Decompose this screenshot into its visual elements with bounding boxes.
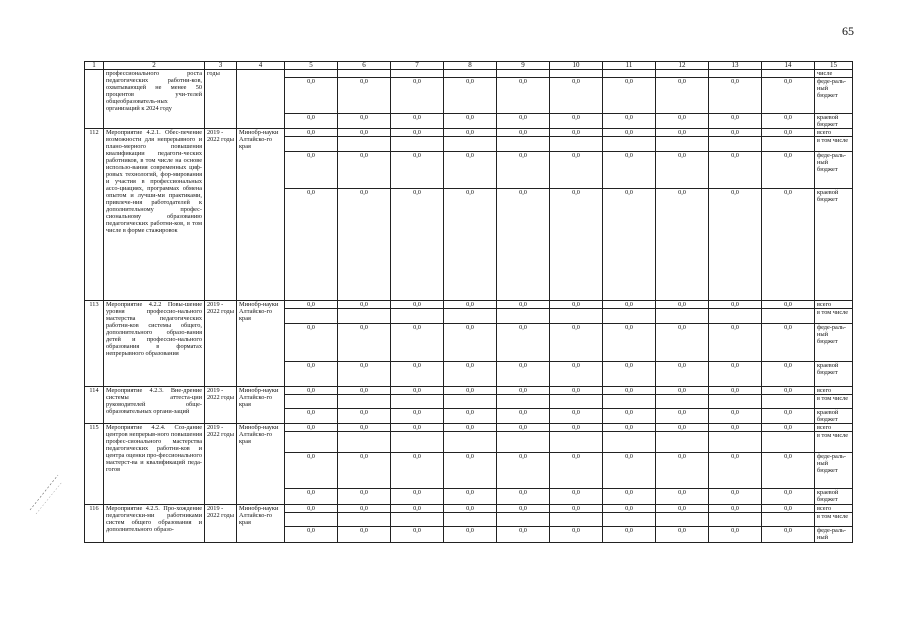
amount-cell: 0,0 xyxy=(285,387,338,395)
amount-cell xyxy=(338,309,391,324)
amount-cell xyxy=(444,432,497,453)
amount-cell: 0,0 xyxy=(550,527,603,543)
amount-cell: 0,0 xyxy=(497,527,550,543)
amount-cell: 0,0 xyxy=(497,189,550,301)
funding-source-label: в том числе xyxy=(815,513,853,527)
amount-cell: 0,0 xyxy=(709,505,762,513)
amount-cell: 0,0 xyxy=(656,301,709,309)
period: 2019 - 2022 годы xyxy=(205,505,237,543)
amount-cell xyxy=(391,70,444,78)
amount-cell xyxy=(497,70,550,78)
amount-cell: 0,0 xyxy=(285,362,338,387)
amount-cell xyxy=(497,513,550,527)
row-number: 112 xyxy=(85,129,104,301)
amount-cell xyxy=(285,395,338,409)
amount-cell: 0,0 xyxy=(656,505,709,513)
amount-cell: 0,0 xyxy=(285,409,338,424)
amount-cell xyxy=(285,137,338,152)
amount-cell xyxy=(762,137,815,152)
executor: Минобр-науки Алтайско-го края xyxy=(237,424,285,505)
amount-cell: 0,0 xyxy=(656,324,709,362)
amount-cell: 0,0 xyxy=(497,505,550,513)
amount-cell: 0,0 xyxy=(550,489,603,505)
funding-source-label: в том числе xyxy=(815,137,853,152)
column-header-12: 12 xyxy=(656,62,709,70)
funding-source-label: краевой бюджет xyxy=(815,409,853,424)
amount-cell xyxy=(391,432,444,453)
amount-cell xyxy=(603,395,656,409)
amount-cell: 0,0 xyxy=(709,129,762,137)
funding-source-label: феде-раль-ный бюджет xyxy=(815,78,853,114)
amount-cell: 0,0 xyxy=(497,409,550,424)
amount-cell: 0,0 xyxy=(603,527,656,543)
budget-table xyxy=(84,61,853,543)
amount-cell: 0,0 xyxy=(444,189,497,301)
amount-cell: 0,0 xyxy=(444,453,497,489)
amount-cell: 0,0 xyxy=(709,78,762,114)
amount-cell: 0,0 xyxy=(656,489,709,505)
amount-cell xyxy=(444,70,497,78)
amount-cell: 0,0 xyxy=(285,114,338,129)
amount-cell: 0,0 xyxy=(709,152,762,189)
amount-cell: 0,0 xyxy=(762,505,815,513)
amount-cell: 0,0 xyxy=(338,152,391,189)
amount-cell xyxy=(391,513,444,527)
amount-cell: 0,0 xyxy=(391,527,444,543)
amount-cell xyxy=(550,137,603,152)
amount-cell xyxy=(550,395,603,409)
amount-cell: 0,0 xyxy=(656,189,709,301)
amount-cell: 0,0 xyxy=(603,114,656,129)
amount-cell: 0,0 xyxy=(444,362,497,387)
amount-cell xyxy=(656,513,709,527)
row-number xyxy=(85,70,104,129)
amount-cell: 0,0 xyxy=(603,387,656,395)
amount-cell: 0,0 xyxy=(497,114,550,129)
amount-cell: 0,0 xyxy=(603,362,656,387)
amount-cell: 0,0 xyxy=(709,189,762,301)
amount-cell: 0,0 xyxy=(603,301,656,309)
amount-cell xyxy=(338,432,391,453)
funding-source-label: всего xyxy=(815,505,853,513)
funding-source-label: феде-раль-ный бюджет xyxy=(815,324,853,362)
amount-cell: 0,0 xyxy=(656,527,709,543)
amount-cell xyxy=(762,513,815,527)
amount-cell: 0,0 xyxy=(709,114,762,129)
amount-cell: 0,0 xyxy=(709,301,762,309)
amount-cell: 0,0 xyxy=(338,505,391,513)
amount-cell: 0,0 xyxy=(285,324,338,362)
amount-cell: 0,0 xyxy=(497,301,550,309)
amount-cell xyxy=(603,513,656,527)
amount-cell xyxy=(762,395,815,409)
amount-cell: 0,0 xyxy=(550,362,603,387)
amount-cell: 0,0 xyxy=(762,362,815,387)
amount-cell: 0,0 xyxy=(444,324,497,362)
amount-cell xyxy=(391,309,444,324)
amount-cell: 0,0 xyxy=(444,409,497,424)
funding-source-label: краевой бюджет xyxy=(815,362,853,387)
amount-cell: 0,0 xyxy=(338,129,391,137)
amount-cell: 0,0 xyxy=(285,189,338,301)
amount-cell xyxy=(550,70,603,78)
column-header-10: 10 xyxy=(550,62,603,70)
funding-source-label: всего xyxy=(815,424,853,432)
amount-cell: 0,0 xyxy=(709,453,762,489)
amount-cell: 0,0 xyxy=(391,301,444,309)
row-number: 116 xyxy=(85,505,104,543)
column-header-8: 8 xyxy=(444,62,497,70)
executor xyxy=(237,70,285,129)
budget-table-wrapper xyxy=(84,61,853,543)
funding-source-label: феде-раль-ный бюджет xyxy=(815,152,853,189)
amount-cell xyxy=(285,70,338,78)
amount-cell: 0,0 xyxy=(709,324,762,362)
amount-cell xyxy=(762,309,815,324)
amount-cell: 0,0 xyxy=(338,527,391,543)
funding-source-label: феде-раль-ный xyxy=(815,527,853,543)
executor: Минобр-науки Алтайско-го края xyxy=(237,505,285,543)
amount-cell: 0,0 xyxy=(391,409,444,424)
amount-cell: 0,0 xyxy=(762,527,815,543)
amount-cell: 0,0 xyxy=(709,527,762,543)
amount-cell: 0,0 xyxy=(391,489,444,505)
amount-cell: 0,0 xyxy=(550,453,603,489)
amount-cell: 0,0 xyxy=(285,453,338,489)
page-number: 65 xyxy=(842,24,854,38)
funding-source-label: в том числе xyxy=(815,395,853,409)
column-header-6: 6 xyxy=(338,62,391,70)
amount-cell: 0,0 xyxy=(497,453,550,489)
row-number: 113 xyxy=(85,301,104,387)
amount-cell: 0,0 xyxy=(391,114,444,129)
amount-cell xyxy=(391,395,444,409)
funding-source-label: всего xyxy=(815,301,853,309)
amount-cell: 0,0 xyxy=(497,362,550,387)
funding-source-label: краевой бюджет xyxy=(815,189,853,301)
amount-cell: 0,0 xyxy=(550,78,603,114)
amount-cell: 0,0 xyxy=(338,453,391,489)
column-header-5: 5 xyxy=(285,62,338,70)
amount-cell: 0,0 xyxy=(391,505,444,513)
amount-cell xyxy=(497,432,550,453)
column-header-13: 13 xyxy=(709,62,762,70)
amount-cell: 0,0 xyxy=(762,387,815,395)
amount-cell: 0,0 xyxy=(285,489,338,505)
column-header-1: 1 xyxy=(85,62,104,70)
amount-cell: 0,0 xyxy=(762,129,815,137)
amount-cell: 0,0 xyxy=(550,301,603,309)
amount-cell: 0,0 xyxy=(762,489,815,505)
funding-source-label: феде-раль-ный бюджет xyxy=(815,453,853,489)
amount-cell: 0,0 xyxy=(444,114,497,129)
amount-cell: 0,0 xyxy=(444,152,497,189)
funding-source-label: краевой бюджет xyxy=(815,114,853,129)
amount-cell: 0,0 xyxy=(338,489,391,505)
amount-cell: 0,0 xyxy=(444,489,497,505)
executor: Минобр-науки Алтайско-го края xyxy=(237,387,285,424)
event-description: профессионального роста педагогических работни-ков, охватывающей не менее 50 процентов учи-телей общеобразователь-ных организаций к 2024 году xyxy=(104,70,205,129)
amount-cell: 0,0 xyxy=(603,505,656,513)
scan-margin-marks xyxy=(28,470,68,520)
amount-cell: 0,0 xyxy=(603,324,656,362)
column-header-2: 2 xyxy=(104,62,205,70)
amount-cell: 0,0 xyxy=(338,409,391,424)
amount-cell xyxy=(656,395,709,409)
executor: Минобр-науки Алтайско-го края xyxy=(237,129,285,301)
period: 2019 - 2022 годы xyxy=(205,301,237,387)
row-number: 115 xyxy=(85,424,104,505)
amount-cell: 0,0 xyxy=(285,129,338,137)
amount-cell: 0,0 xyxy=(285,527,338,543)
amount-cell xyxy=(709,432,762,453)
amount-cell: 0,0 xyxy=(391,362,444,387)
amount-cell: 0,0 xyxy=(762,301,815,309)
amount-cell xyxy=(497,309,550,324)
amount-cell: 0,0 xyxy=(497,489,550,505)
amount-cell: 0,0 xyxy=(444,387,497,395)
amount-cell: 0,0 xyxy=(497,129,550,137)
amount-cell: 0,0 xyxy=(391,453,444,489)
amount-cell: 0,0 xyxy=(444,129,497,137)
amount-cell: 0,0 xyxy=(285,152,338,189)
amount-cell: 0,0 xyxy=(656,362,709,387)
amount-cell xyxy=(444,395,497,409)
event-description: Мероприятие 4.2.3. Вне-дрение системы аттеста-ции руководителей обще-образовательных органи-заций xyxy=(104,387,205,424)
amount-cell: 0,0 xyxy=(338,387,391,395)
amount-cell: 0,0 xyxy=(762,78,815,114)
event-description: Мероприятие 4.2.2 Повы-шение уровня профессио-нального мастерства педагогических работни-ков системы общего, дополнительного образо-вания детей и профессио-нального образования в форматах непрерывного образования xyxy=(104,301,205,387)
column-header-9: 9 xyxy=(497,62,550,70)
amount-cell: 0,0 xyxy=(709,424,762,432)
event-description: Мероприятие 4.2.5. Про-хождение педагогически-ми работниками систем общего образования и дополнительного образо- xyxy=(104,505,205,543)
amount-cell: 0,0 xyxy=(338,424,391,432)
funding-source-label: в том числе xyxy=(815,432,853,453)
executor: Минобр-науки Алтайско-го края xyxy=(237,301,285,387)
amount-cell xyxy=(338,70,391,78)
amount-cell xyxy=(603,70,656,78)
amount-cell xyxy=(550,309,603,324)
amount-cell: 0,0 xyxy=(391,78,444,114)
amount-cell xyxy=(285,309,338,324)
period: 2019 - 2022 годы xyxy=(205,424,237,505)
amount-cell: 0,0 xyxy=(656,387,709,395)
amount-cell: 0,0 xyxy=(603,489,656,505)
amount-cell: 0,0 xyxy=(550,505,603,513)
column-header-3: 3 xyxy=(205,62,237,70)
amount-cell: 0,0 xyxy=(656,78,709,114)
amount-cell xyxy=(656,137,709,152)
amount-cell xyxy=(550,513,603,527)
amount-cell: 0,0 xyxy=(762,189,815,301)
amount-cell: 0,0 xyxy=(709,387,762,395)
column-header-14: 14 xyxy=(762,62,815,70)
event-description: Мероприятие 4.2.1. Обес-печение возможности для непрерывного и плано-мерного повышения квалификации педагоги-ческих работников, в том числе на основе использо-вания современных циф-ровых технологий, фор-мирования и участия в профессиональных ассо-циациях, программах обмена опытом и лучши-ми практиками, привлече-ния работодателей к дополнительному профес-сиональному образованию педагогических работни-ков, в том числе в форме стажировок xyxy=(104,129,205,301)
amount-cell xyxy=(497,137,550,152)
amount-cell: 0,0 xyxy=(762,409,815,424)
amount-cell: 0,0 xyxy=(497,324,550,362)
table-row xyxy=(85,505,853,513)
amount-cell xyxy=(762,432,815,453)
amount-cell: 0,0 xyxy=(391,152,444,189)
amount-cell xyxy=(444,309,497,324)
table-row xyxy=(85,301,853,309)
amount-cell: 0,0 xyxy=(762,453,815,489)
amount-cell: 0,0 xyxy=(550,129,603,137)
funding-source-label: всего xyxy=(815,129,853,137)
amount-cell: 0,0 xyxy=(656,129,709,137)
amount-cell: 0,0 xyxy=(497,152,550,189)
amount-cell: 0,0 xyxy=(762,324,815,362)
amount-cell: 0,0 xyxy=(550,324,603,362)
amount-cell: 0,0 xyxy=(603,129,656,137)
amount-cell: 0,0 xyxy=(656,453,709,489)
amount-cell: 0,0 xyxy=(391,189,444,301)
amount-cell: 0,0 xyxy=(391,324,444,362)
amount-cell: 0,0 xyxy=(656,152,709,189)
amount-cell: 0,0 xyxy=(550,189,603,301)
funding-source-label: краевой бюджет xyxy=(815,489,853,505)
amount-cell: 0,0 xyxy=(338,78,391,114)
amount-cell xyxy=(338,513,391,527)
amount-cell xyxy=(709,309,762,324)
amount-cell: 0,0 xyxy=(444,301,497,309)
amount-cell xyxy=(444,513,497,527)
amount-cell: 0,0 xyxy=(656,409,709,424)
amount-cell: 0,0 xyxy=(603,424,656,432)
amount-cell xyxy=(550,432,603,453)
amount-cell: 0,0 xyxy=(497,78,550,114)
amount-cell xyxy=(709,70,762,78)
table-row xyxy=(85,70,853,78)
amount-cell xyxy=(656,309,709,324)
amount-cell: 0,0 xyxy=(709,489,762,505)
amount-cell: 0,0 xyxy=(762,424,815,432)
amount-cell: 0,0 xyxy=(444,505,497,513)
amount-cell xyxy=(603,137,656,152)
amount-cell: 0,0 xyxy=(285,78,338,114)
funding-source-label: всего xyxy=(815,387,853,395)
amount-cell xyxy=(656,432,709,453)
amount-cell: 0,0 xyxy=(391,424,444,432)
amount-cell: 0,0 xyxy=(285,505,338,513)
amount-cell xyxy=(444,137,497,152)
amount-cell: 0,0 xyxy=(762,114,815,129)
amount-cell: 0,0 xyxy=(550,387,603,395)
amount-cell: 0,0 xyxy=(338,324,391,362)
amount-cell: 0,0 xyxy=(550,424,603,432)
funding-source-label: в том числе xyxy=(815,309,853,324)
amount-cell: 0,0 xyxy=(497,424,550,432)
column-header-7: 7 xyxy=(391,62,444,70)
amount-cell: 0,0 xyxy=(550,409,603,424)
amount-cell xyxy=(709,513,762,527)
amount-cell: 0,0 xyxy=(603,78,656,114)
amount-cell: 0,0 xyxy=(550,114,603,129)
event-description: Мероприятие 4.2.4. Соз-дание центров непрерыв-ного повышения профес-сионального мастерства педагогических работни-ков и центра оценки про-фессионального мастерст-ва и квалификаций педа-гогов xyxy=(104,424,205,505)
amount-cell xyxy=(709,137,762,152)
column-header-4: 4 xyxy=(237,62,285,70)
amount-cell: 0,0 xyxy=(338,189,391,301)
table-row xyxy=(85,387,853,395)
amount-cell xyxy=(762,70,815,78)
period: годы xyxy=(205,70,237,129)
header-row xyxy=(85,62,853,70)
amount-cell xyxy=(338,395,391,409)
amount-cell: 0,0 xyxy=(338,301,391,309)
amount-cell: 0,0 xyxy=(603,453,656,489)
period: 2019 - 2022 годы xyxy=(205,129,237,301)
amount-cell: 0,0 xyxy=(603,409,656,424)
amount-cell: 0,0 xyxy=(550,152,603,189)
amount-cell: 0,0 xyxy=(709,362,762,387)
amount-cell: 0,0 xyxy=(762,152,815,189)
amount-cell xyxy=(285,432,338,453)
table-row xyxy=(85,129,853,137)
amount-cell xyxy=(656,70,709,78)
amount-cell xyxy=(497,395,550,409)
amount-cell: 0,0 xyxy=(391,387,444,395)
amount-cell xyxy=(391,137,444,152)
amount-cell: 0,0 xyxy=(444,424,497,432)
row-number: 114 xyxy=(85,387,104,424)
funding-source-label: числе xyxy=(815,70,853,78)
amount-cell: 0,0 xyxy=(497,387,550,395)
amount-cell xyxy=(709,395,762,409)
amount-cell: 0,0 xyxy=(338,362,391,387)
amount-cell: 0,0 xyxy=(285,424,338,432)
amount-cell: 0,0 xyxy=(656,114,709,129)
amount-cell: 0,0 xyxy=(444,527,497,543)
amount-cell: 0,0 xyxy=(391,129,444,137)
amount-cell xyxy=(603,432,656,453)
table-row xyxy=(85,424,853,432)
amount-cell: 0,0 xyxy=(338,114,391,129)
amount-cell: 0,0 xyxy=(603,189,656,301)
amount-cell: 0,0 xyxy=(444,78,497,114)
amount-cell: 0,0 xyxy=(709,409,762,424)
amount-cell: 0,0 xyxy=(656,424,709,432)
amount-cell xyxy=(285,513,338,527)
column-header-15: 15 xyxy=(815,62,853,70)
period: 2019 - 2022 годы xyxy=(205,387,237,424)
column-header-11: 11 xyxy=(603,62,656,70)
amount-cell xyxy=(338,137,391,152)
amount-cell: 0,0 xyxy=(603,152,656,189)
amount-cell: 0,0 xyxy=(285,301,338,309)
amount-cell xyxy=(603,309,656,324)
